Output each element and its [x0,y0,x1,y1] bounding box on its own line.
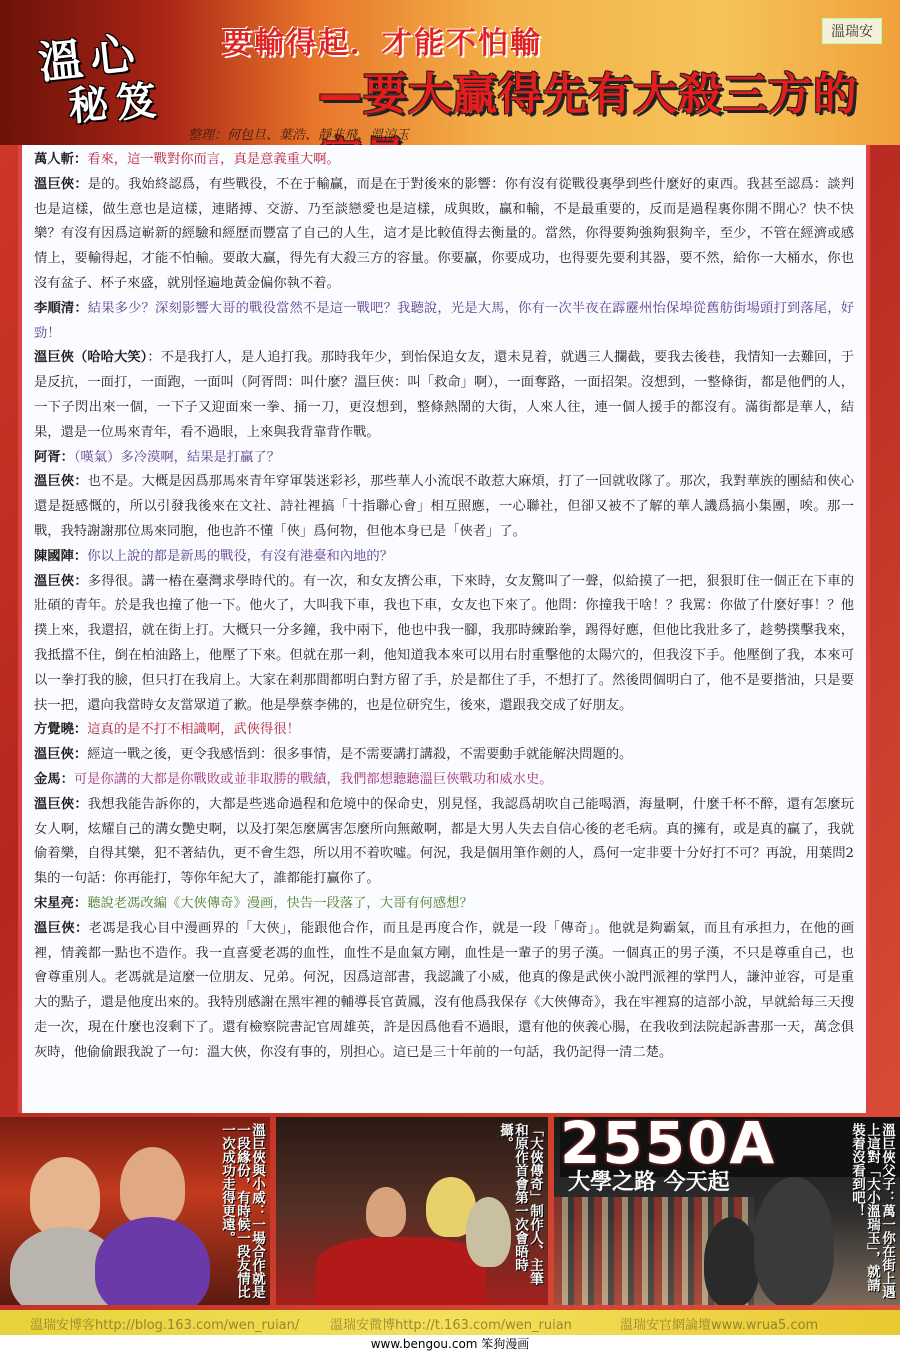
utterance: 經這一戰之後，更令我感悟到：很多事情，是不需要講打講殺，不需要動手就能解決問題的。 [87,747,633,763]
photo-wen-and-xiaowei [0,1117,270,1305]
utterance: 我想我能告訴你的，大都是些逃命過程和危境中的保命史，別見怪，我認爲胡吹自己能喝酒，海量啊，什麼千杯不醉，還有怎麼玩女人啊，炫耀自己的溝女艷史啊，以及打架怎麼厲害怎麼所向無敵啊，都是大男人失去自信心後的老毛病。真的擁有，或是真的贏了，我就偷着樂，自得其樂，犯不著結仇，更不會生怨，所以用不着吹噓。何況，我是個用筆作劍的人，爲何一定非要十分好打不可？再說，用葉問2集的一句話：你再能打，等你年紀大了，誰都能打贏你了。 [34,796,854,887]
person-figure [95,1217,210,1305]
photo-strip [0,1113,900,1310]
photo-caption-1: 溫巨俠與小威：一場合作就是一段緣份，有時候一段友情比一次成功走得更遠。 [219,1123,265,1299]
utterance: 你以上說的都是新馬的戰役，有沒有港臺和內地的？ [87,548,394,564]
utterance: 多得很。講一樁在臺灣求學時代的。有一次，和女友擠公車，下來時，女友驚叫了一聲，似給摸了一把，狠狠盯住一個正在下車的壯碩的青年。於是我也撞了他一下。他火了，大叫我下車，我也下車，女友也下來了。他問：你撞我干啥！？我罵：你做了什麼好事！？他撲上來，我還招，就在街上打。大概只一分多鐘，我中兩下，他也中我一腳，我那時練跆拳，踢得好應，但他比我壯多了，趁勢撲擊我來，我抵擋不住，倒在柏油路上，他壓了下來。但就在那一剎，他知道我本來可以用右肘重擊他的太陽穴的，但我沒下手。他壓倒了我，本來可以一拳打我的臉，但只打在我肩上。大家在剎那間都明白對方留了手，於是都住了手，不想打了。然後問個明白了，他不是要揩油，只是要扶一把，還向我當時女友當眾道了歉。他是學蔡李佛的，也是位研究生，後來，還跟我交成了好朋友。 [34,573,854,713]
paragraph-13 [34,892,854,917]
speaker: 萬人斬： [34,152,88,167]
table-cloth [316,1237,486,1305]
speaker: 金馬： [34,771,74,787]
person-figure [30,1157,100,1237]
utterance: ：不是我打人，是人追打我。那時我年少，到怡保追女友，還未見着，就遇三人攔截，要我去後巷，我情知一去難回，于是反抗，一面打，一面跑，一面叫（阿胥問：叫什麼？溫巨俠：叫「救命」啊），一面奪路，一面招架。沒想到，一整條街，都是他們的人，一下子閃出來一個，一下子又迎面來一拳、捅一刀，更沒想到，整條熱鬧的大街，人來人往，連一個人援手的都沒有。滿街都是華人，結果，還是一位馬來青年，看不過眼，上來與我背靠背作戰。 [34,350,854,440]
utterance: 可是你講的大都是你戰敗或並非取勝的戰績，我們都想聽聽溫巨俠戰功和威水史。 [73,771,553,787]
speaker: 溫巨俠（哈哈大笑） [34,350,148,366]
speaker: 方覺曉： [34,722,88,738]
paragraph-12 [34,793,854,892]
author-tag: 溫瑞安 [822,18,882,44]
source-watermark: www.bengou.com 笨狗漫画 [0,1335,900,1353]
blog-link[interactable]: 溫瑞安博客http://blog.163.com/wen_ruian/ [30,1318,300,1333]
photo-father-son [554,1117,900,1305]
interview-article [18,145,870,1113]
paragraph-7 [34,545,854,570]
speaker: 溫巨俠： [34,747,88,763]
logo-line-1: 溫心 [36,27,145,90]
utterance: 這真的是不打不相識啊，武俠得很！ [87,722,300,738]
utterance: （嘆氣）多冷漠啊，結果是打贏了？ [73,449,280,465]
editors-credit: 整理：何包旦、葉浩、靜非飛、溫涼玉 [188,128,410,143]
speaker: 陳國陣： [34,548,88,564]
utterance: 結果多少？深刻影響大哥的戰役當然不是這一戰吧？我聽說，光是大馬，你有一次半夜在霹靂州怡保埠從舊舫街場頭打到落尾，好勁！ [34,300,854,341]
paragraph-6 [34,470,854,544]
paragraph-9 [34,718,854,743]
speaker: 溫巨俠： [34,176,88,192]
banner-slogan: 大學之路 今天起 [568,1170,730,1195]
main-title: —要大贏得先有大殺三方的 [318,69,858,120]
speaker: 宋星亮： [34,895,88,911]
photo-meeting [276,1117,548,1305]
header-banner [0,0,900,145]
paragraph-10 [34,743,854,768]
utterance: 是的。我始終認爲，有些戰役，不在于輸贏，而是在于對後來的影響：你有沒有從戰役裏學到些什麼好的東西。我甚至認爲：談判也是這樣，做生意也是這樣，連賭搏、交游、乃至談戀愛也是這樣，成與敗，贏和輸，不是最重要的，反而是過程裏你開不開心？快不快樂？有沒有因爲這嶄新的經驗和經歷而豐富了自己的人生，這才是比較值得去衡量的。當然，你得要夠強夠狠夠辛，至少，不管在經濟或感情上，要輸得起，才能不怕輸。要敢大贏，得先有大殺三方的容量。你要贏，你要成功，也得要先要利其器，要不然，給你一大桶水，你也沒有盆子、杯子來盛，就別怪遍地黃金偏你執不着。 [34,176,854,291]
utterance: 老馮是我心目中漫画界的「大俠」，能跟他合作，而且是再度合作，就是一段「傳奇」。他就是夠霸氣，而且有承担力，在他的画裡，情義都一點也不造作。我一直喜愛老馮的血性，血性不是血氣方剛，血性是一輩子的男子漢。一個真正的男子漢，不只是尊重自己，也會尊重別人。老馮就是這麼一位朋友、兄弟。何況，因爲這部書，我認識了小威，他真的像是武俠小說門派裡的掌門人，謙沖並容，可是重大的點子，還是他度出來的。我特別感謝在黑牢裡的輔導長官黃鳳，沒有他爲我保存《大俠傳奇》，我在牢裡寫的這部小說，早就給每三天搜走一次，現在什麼也沒剩下了。還有檢察院書記官周雄英，許是因爲他看不過眼，還有他的俠義心腸，在我收到法院起訴書那一天，萬念俱灰時，他偷偷跟我說了一句：溫大俠，你沒有事的，別担心。這已是三十年前的一句話，我仍記得一清二楚。 [34,920,855,1060]
person-figure [754,1177,834,1305]
utterance: 看來，這一戰對你而言，真是意義重大啊。 [87,152,340,167]
utterance: 聽說老馮改編《大俠傳奇》漫画，快告一段落了，大哥有何感想？ [87,895,473,911]
utterance: 也不是。大概是因爲那馬來青年穿軍裝迷彩衫，那些華人小流氓不敢惹大麻煩，打了一回就收隊了。那次，我對華族的團結和俠心還是挺感慨的，所以引發我後來在文社、詩社裡搞「十指聯心會」相互照應，一心聯社，但卻又被不了解的華人譏爲搞小集團，唉。那一戰，我特謝謝那位馬來同胞，他也許不懂「俠」爲何物，但他本身已是「俠者」了。 [34,474,854,539]
logo-line-2: 秘笈 [66,76,166,131]
paragraph-3 [34,297,854,347]
speaker: 溫巨俠： [34,573,88,589]
speaker: 溫巨俠： [34,474,88,490]
banner-number: 2550A [560,1117,777,1177]
weibo-link[interactable]: 溫瑞安微博http://t.163.com/wen_ruian [330,1318,572,1333]
paragraph-1 [34,148,854,173]
subtitle: 要輸得起．才能不怕輸 [222,26,542,61]
paragraph-4 [34,346,854,445]
paragraph-8 [34,570,854,719]
speaker: 溫巨俠： [34,796,88,812]
paragraph-2 [34,173,854,297]
photo-caption-3: 溫巨俠父子：萬一你在街上遇上這對「大小溫瑞玉」，就請裝着沒看到吧！ [849,1123,895,1299]
photo-caption-2: 「大俠傳奇」制作人、主筆和原作首會第一次會晤時攝。 [497,1123,543,1285]
person-figure [120,1147,185,1227]
person-figure [366,1187,406,1237]
column-logo [28,22,218,131]
forum-link[interactable]: 溫瑞安官網論壇www.wrua5.com [620,1318,819,1333]
speaker: 阿胥： [34,449,74,465]
speaker: 李順清： [34,300,88,316]
person-figure [704,1217,759,1305]
paragraph-14 [34,917,854,1066]
footer-links-bar [0,1310,900,1335]
paragraph-11 [34,768,854,793]
speaker: 溫巨俠： [34,920,89,936]
paragraph-5 [34,446,854,471]
